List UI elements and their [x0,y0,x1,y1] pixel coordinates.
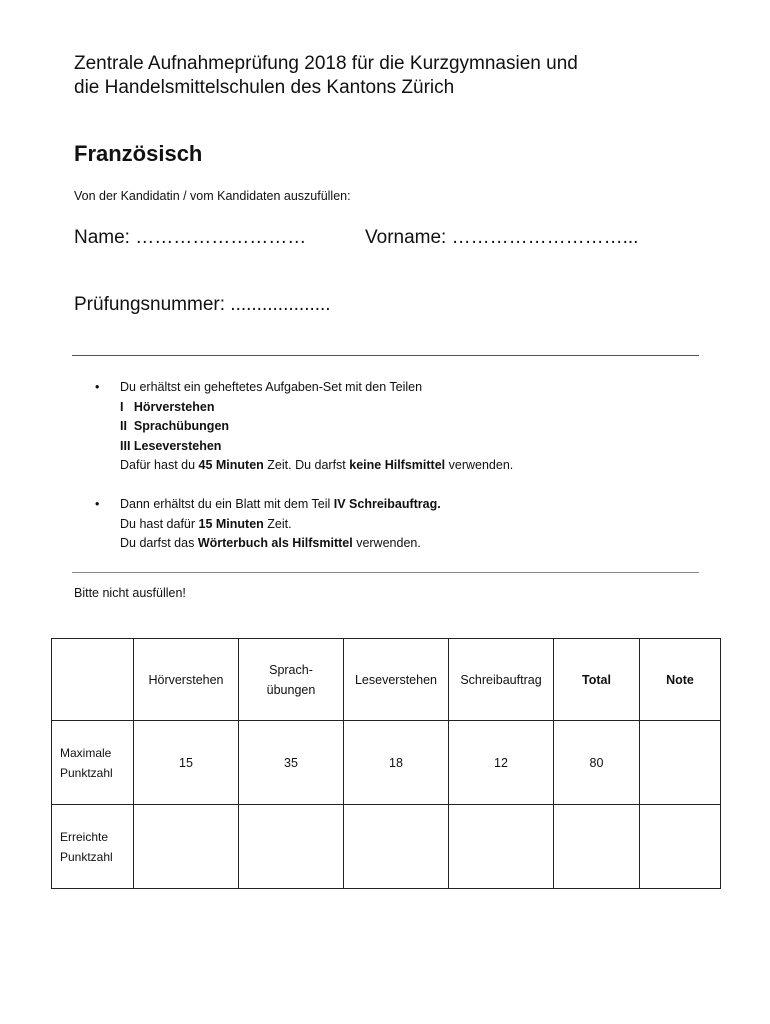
table-row-erreichte-punktzahl [52,805,721,889]
instruction-line [120,456,715,476]
subject-title: Französisch [74,141,203,166]
instruction-text: II Sprachübungen [120,419,230,433]
header-cell-total: Total [554,639,640,721]
max-cell-note [640,721,721,805]
header-cell-schreibauftrag: Schreibauftrag [449,639,554,721]
instruction-text: Dann erhältst du ein Blatt mit dem Teil [120,497,334,511]
instruction-text: 45 Minuten [198,458,264,472]
instruction-line [120,534,715,554]
score-table-header [52,639,721,721]
vorname-field[interactable]: Vorname: ………………………... [365,227,639,248]
instruction-line [120,515,715,535]
header-line-2: die Handelsmittelschulen des Kantons Zürich [74,77,455,98]
header-cell-sprachuebungen: Sprach- übungen [239,639,344,721]
table-row-maximale-punktzahl [52,721,721,805]
row-label: Erreichte Punktzahl [52,805,134,889]
instruction-text: Zeit. [263,516,292,531]
score-table [51,638,721,889]
header-line-1: Zentrale Aufnahmeprüfung 2018 für die Kurzgymnasien und [74,53,578,74]
exam-header [74,52,578,100]
instruction-text: III Leseverstehen [120,438,222,453]
instruction-text: I Hörverstehen [120,399,215,414]
score-cell-leseverstehen[interactable] [344,805,449,889]
score-cell-total[interactable] [554,805,640,889]
score-cell-sprachuebungen[interactable] [239,805,344,889]
bullet-icon: • [95,497,100,511]
score-cell-note[interactable] [640,805,721,889]
header-cell-empty [52,639,134,721]
divider-top [72,355,699,356]
divider-bottom [72,572,699,573]
score-cell-hoerverstehen[interactable] [134,805,239,889]
instruction-text: Zeit. Du darfst [263,458,350,472]
instruction-line [120,417,715,437]
instruction-text: Du hast dafür [120,516,199,531]
do-not-fill-note: Bitte nicht ausfüllen! [74,586,186,600]
name-field[interactable]: Name: ……………………… [74,227,307,248]
instruction-line [120,437,715,457]
row-label: Maximale Punktzahl [52,721,134,805]
instruction-text: Dafür hast du [120,458,199,472]
instruction-item [95,495,715,554]
instruction-text: verwenden. [445,458,514,472]
instruction-line [120,398,715,418]
instruction-text: Du erhältst ein geheftetes Aufgaben-Set mit den Teilen [120,380,423,394]
instruction-text: 15 Minuten [198,516,264,531]
header-cell-hoerverstehen: Hörverstehen [134,639,239,721]
bullet-icon: • [95,380,100,394]
instructions-list [95,378,715,554]
instruction-text: keine Hilfsmittel [349,458,446,472]
instruction-text: verwenden. [352,536,421,550]
instruction-text: IV Schreibauftrag. [333,497,441,511]
header-cell-leseverstehen: Leseverstehen [344,639,449,721]
max-cell-hoerverstehen: 15 [134,721,239,805]
max-cell-schreibauftrag: 12 [449,721,554,805]
max-cell-leseverstehen: 18 [344,721,449,805]
instruction-text: Du darfst das [120,536,198,550]
instruction-line [120,495,715,515]
header-cell-note: Note [640,639,721,721]
pruefungsnummer-field[interactable]: Prüfungsnummer: ................... [74,294,331,315]
instruction-text: Wörterbuch als Hilfsmittel [197,536,353,550]
instruction-line [120,378,715,398]
max-cell-total: 80 [554,721,640,805]
fill-instruction: Von der Kandidatin / vom Kandidaten auszufüllen: [74,189,351,203]
instruction-item [95,378,715,476]
max-cell-sprachuebungen: 35 [239,721,344,805]
score-cell-schreibauftrag[interactable] [449,805,554,889]
